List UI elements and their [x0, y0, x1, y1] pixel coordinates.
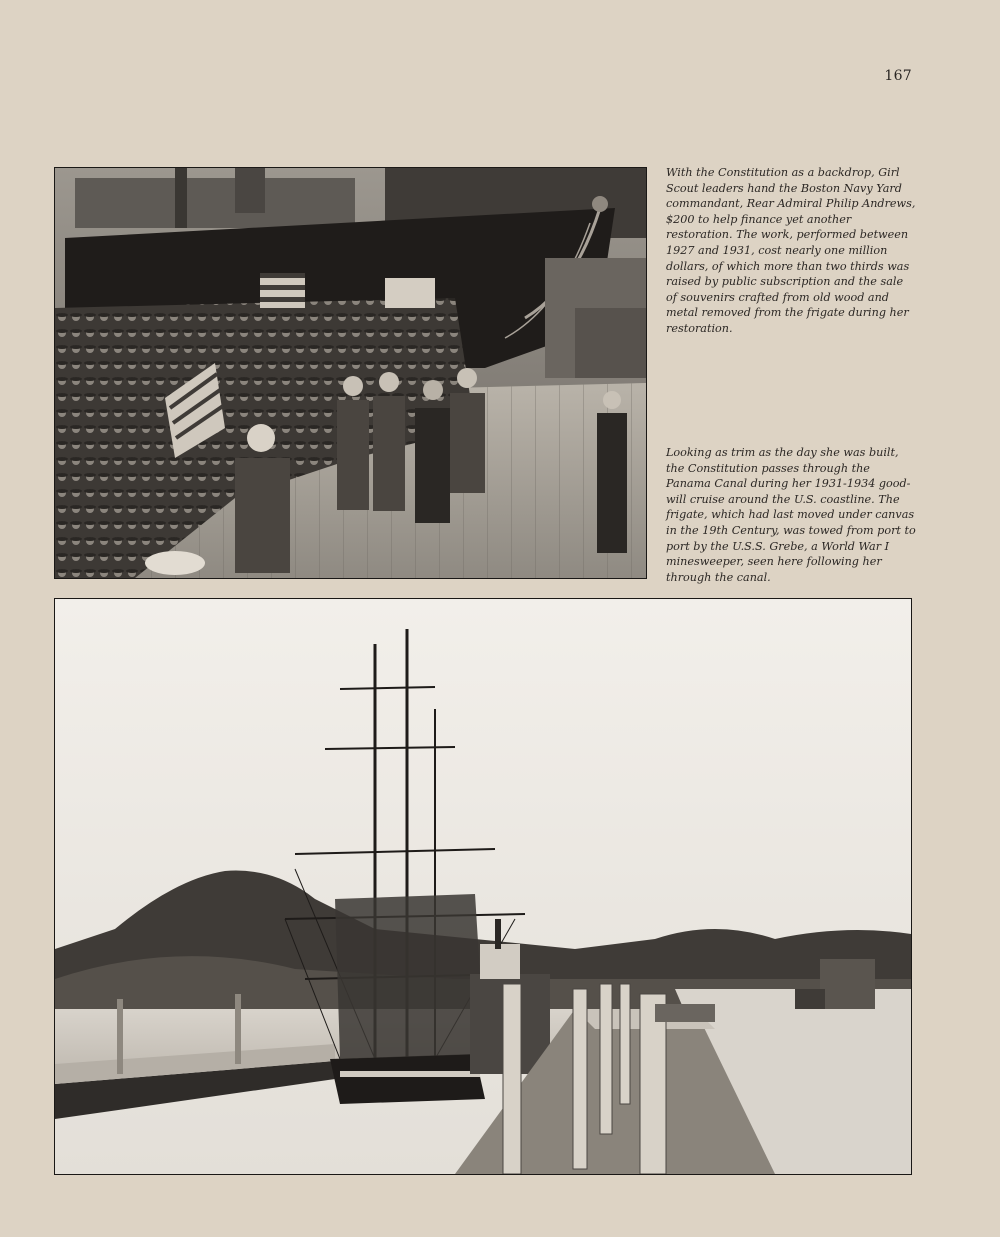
caption-panama-canal: Looking as trim as the day she was built, the Constitution passes through the Panama Canal during her 1931-1934 good-will cruise around the U.S. coastline. The frigate, which had last moved under canvas in the 19th Century, was towed from port to port by the U.S.S. Grebe, a World War I minesweeper, seen here following her through the canal. [666, 446, 916, 584]
caption-girl-scouts: With the Constitution as a backdrop, Girl Scout leaders hand the Boston Navy Yard commandant, Rear Admiral Philip Andrews, $200 to help finance yet another restoration. The work, performed between 1927 and 1931, cost nearly one million dollars, of which more than two thirds was raised by public subscription and the sale of souvenirs crafted from old wood and metal removed from the frigate during her restoration. [666, 166, 916, 335]
photo-girl-scouts-navy-yard [54, 167, 647, 579]
photo-constitution-panama-canal [54, 598, 912, 1175]
page-number: 167 [884, 68, 912, 84]
photo-girl-scouts-navy-yard-image [55, 168, 646, 578]
photo-constitution-panama-canal-image [55, 599, 911, 1174]
